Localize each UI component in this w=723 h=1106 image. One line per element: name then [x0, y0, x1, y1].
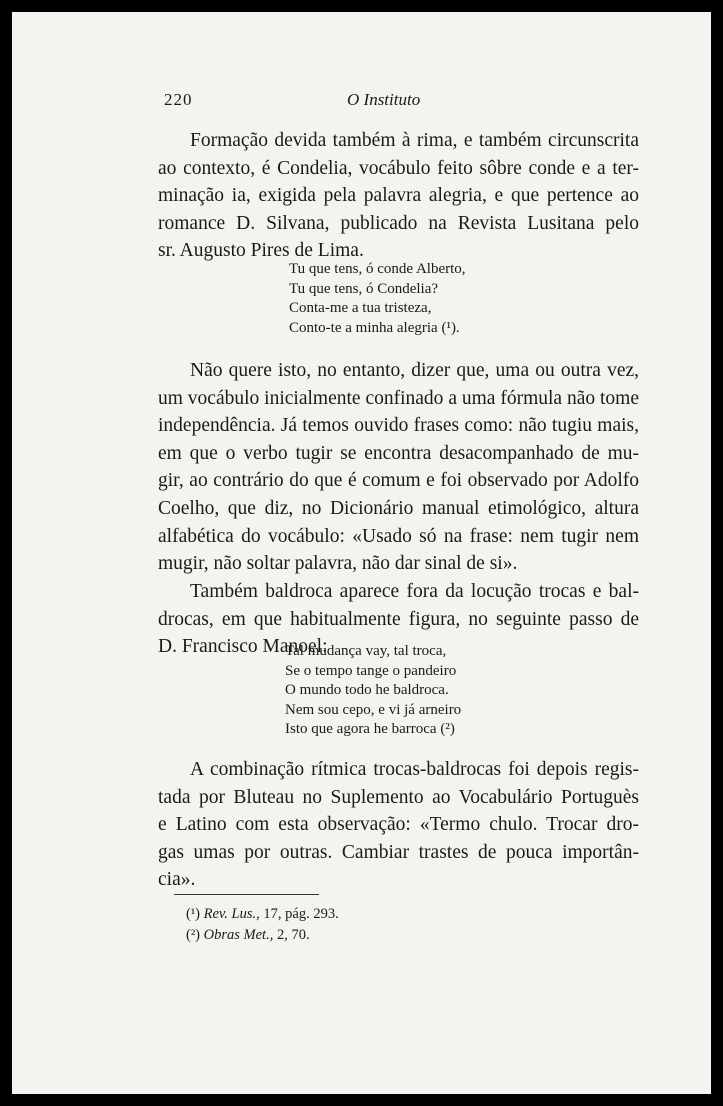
- text-line: ao contexto, é Condelia, vocábulo feito sôbre conde e a ter-: [158, 157, 639, 179]
- verse-line: Conto-te a minha alegria (¹).: [289, 319, 460, 336]
- verse-line: Isto que agora he barroca (²): [285, 721, 455, 738]
- text-line: Coelho, que diz, no Dicionário manual etimológico, altura: [158, 497, 639, 519]
- paragraph-4: [158, 756, 639, 894]
- text-line: cia».: [158, 869, 196, 891]
- paragraph-1: [158, 127, 639, 265]
- text-line: independência. Já temos ouvido frases como: não tugiu mais,: [158, 415, 639, 437]
- text-line: Formação devida também à rima, e também circunscrita: [190, 130, 639, 151]
- text-line: romance D. Silvana, publicado na Revista Lusitana pelo: [158, 212, 639, 234]
- verse-line: Nem sou cepo, e vi já arneiro: [285, 701, 462, 718]
- footnote-2: [186, 925, 339, 946]
- text-line: alfabética do vocábulo: «Usado só na frase: nem tugir nem: [158, 525, 639, 547]
- verse-line: Se o tempo tange o pandeiro: [285, 662, 457, 679]
- text-line: D. Francisco Manoel:: [158, 636, 328, 658]
- text-line: sr. Augusto Pires de Lima.: [158, 240, 364, 262]
- footnote-source: Rev. Lus.,: [203, 906, 260, 922]
- verse-line: Tu que tens, ó Condelia?: [289, 280, 439, 297]
- footnote-marker: (²): [186, 927, 201, 943]
- text-line: Também baldroca aparece fora da locução trocas e bal-: [190, 581, 639, 602]
- text-line: Não quere isto, no entanto, dizer que, uma ou outra vez,: [190, 360, 639, 381]
- text-line: em que o verbo tugir se encontra desacompanhado de mu-: [158, 442, 639, 464]
- verse-quote-2: [285, 642, 461, 740]
- text-line: mugir, não soltar palavra, não dar sinal de si».: [158, 553, 518, 575]
- verse-line: Tu que tens, ó conde Alberto,: [289, 261, 466, 277]
- footnote-separator: [174, 894, 319, 895]
- footnotes: [186, 904, 339, 946]
- verse-line: O mundo todo he baldroca.: [285, 682, 449, 699]
- verse-line: Conta-me a tua tristeza,: [289, 300, 432, 317]
- page-header: [164, 90, 584, 114]
- text-line: minação ia, exigida pela palavra alegria, e que pertence ao: [158, 185, 639, 207]
- running-title: O Instituto: [347, 90, 421, 109]
- text-line: tada por Bluteau no Suplemento ao Vocabulário Portuguès: [158, 786, 639, 808]
- footnote-marker: (¹): [186, 906, 201, 922]
- text-line: gir, ao contrário do que é comum e foi observado por Adolfo: [158, 470, 639, 492]
- book-page: [12, 12, 711, 1094]
- verse-line: Tal mudança vay, tal troca,: [285, 643, 447, 659]
- footnote-1: [186, 904, 339, 925]
- footnote-reference: 2, 70.: [276, 927, 310, 943]
- text-line: e Latino com esta observação: «Termo chulo. Trocar dro-: [158, 814, 639, 836]
- footnote-source: Obras Met.,: [203, 927, 274, 943]
- footnote-reference: 17, pág. 293.: [263, 906, 339, 922]
- verse-quote-1: [289, 260, 466, 338]
- page-number: 220: [164, 90, 193, 109]
- text-line: A combinação rítmica trocas-baldrocas foi depois regis-: [190, 759, 639, 780]
- text-line: drocas, em que habitualmente figura, no seguinte passo de: [158, 608, 639, 630]
- paragraph-2: [158, 357, 639, 578]
- text-line: um vocábulo inicialmente confinado a uma fórmula não tome: [158, 387, 639, 409]
- text-line: gas umas por outras. Cambiar trastes de pouca importân-: [158, 841, 639, 863]
